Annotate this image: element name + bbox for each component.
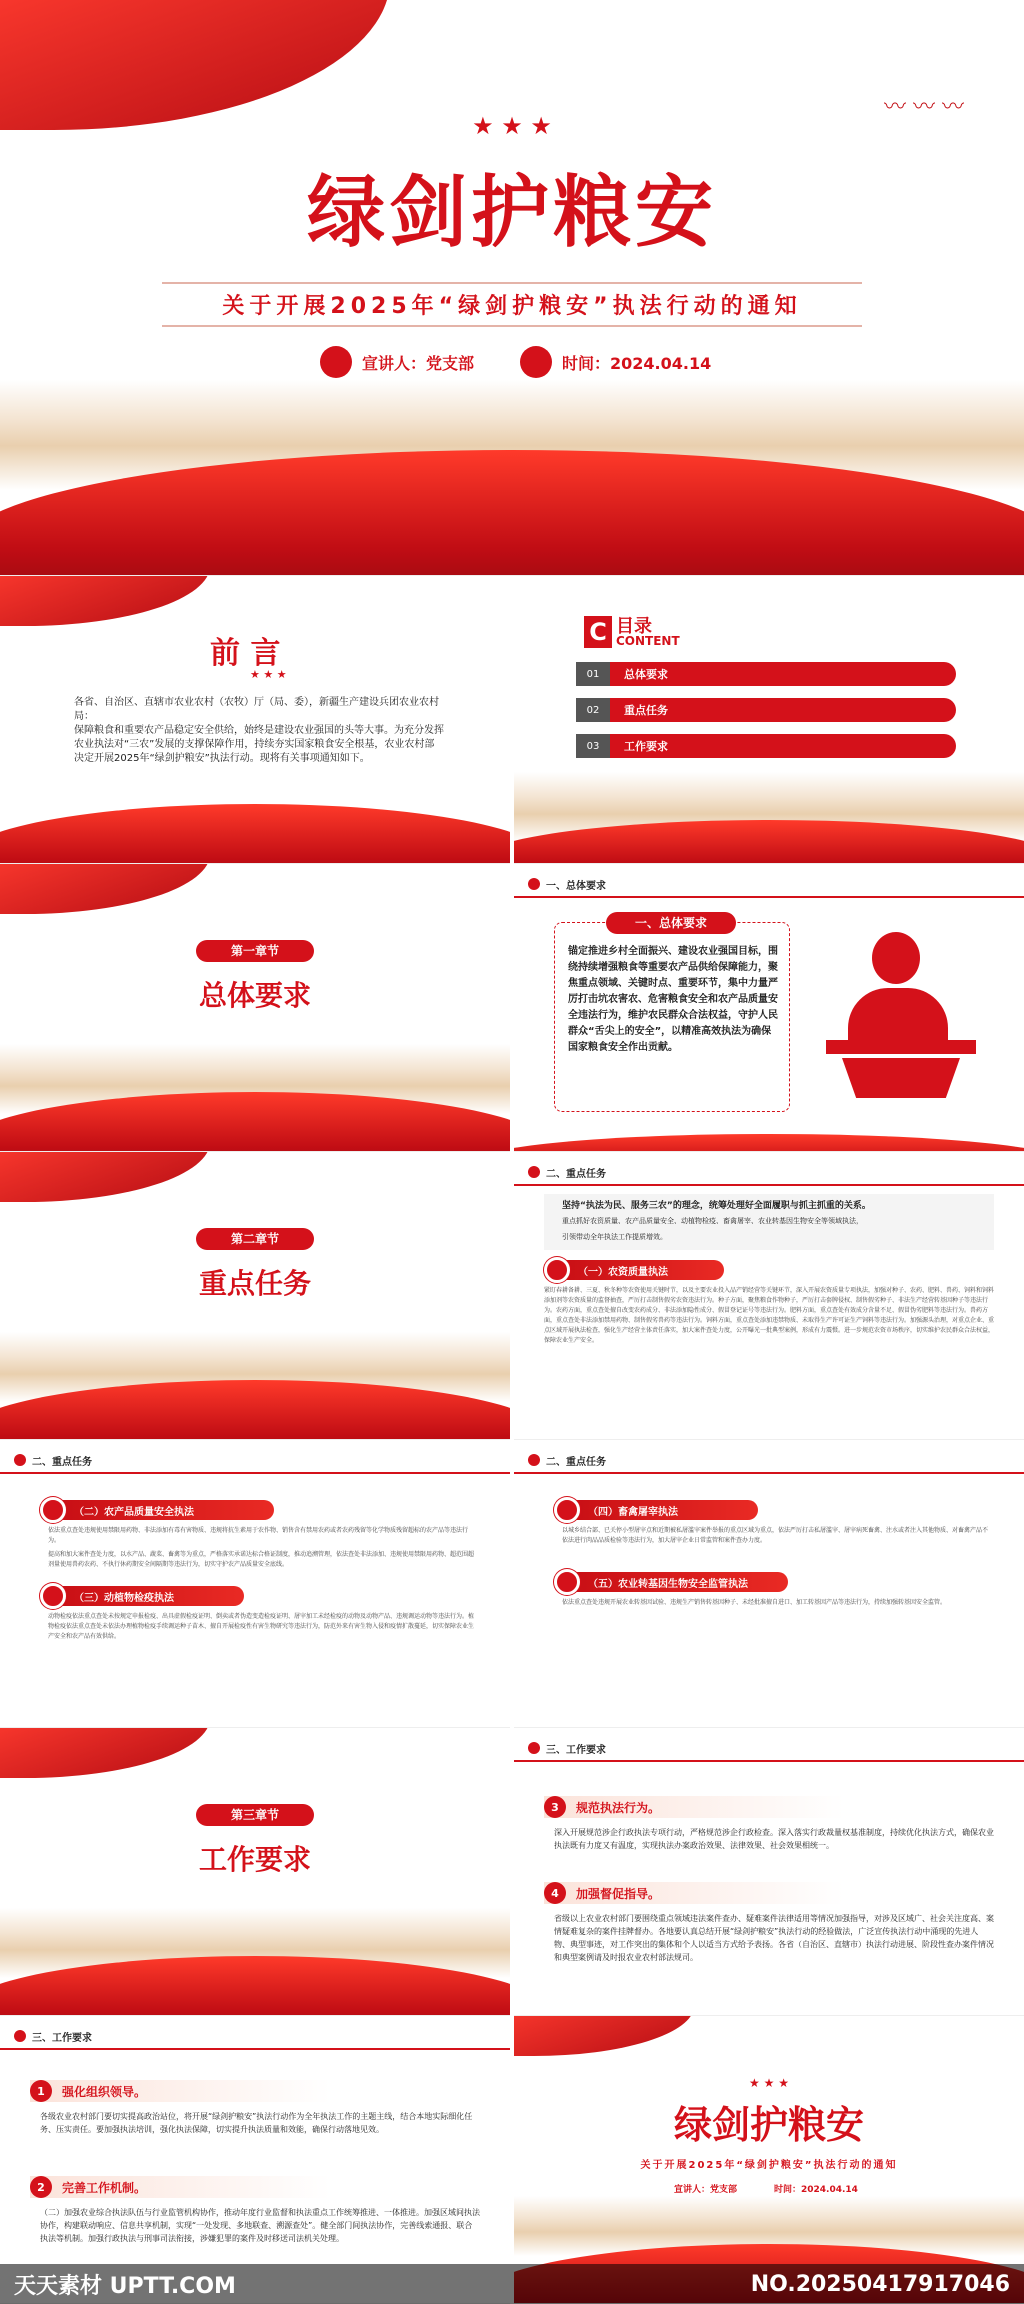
watermark-right: NO.20250417917046 [750,2271,1010,2297]
req-bar [544,1882,844,1904]
chapter-tag: 第二章节 [196,1228,314,1250]
req-title: 加强督促指导。 [576,1886,661,1901]
req-number: 4 [544,1882,566,1904]
section-header [514,872,1024,898]
chapter-tag: 第一章节 [196,940,314,962]
red-flag-decoration [0,0,390,130]
section-bullet-icon [528,1166,540,1178]
toc-label: 工作要求 [610,734,956,758]
box-icon [554,1497,580,1523]
req-body: 省级以上农业农村部门要围绕重点领域违法案件查办、疑难案件法律适用等情况加强指导，对涉及区域广、社会关注度高、案情疑难复杂的案件挂牌督办。各地要认真总结开展“绿剑护粮安”执法行动的经验做法，广泛宣传执法行动中涌现的先进人物、典型事迹，对工作突出的集体和个人以适当方式给予表扬。各省（自治区、直辖市）执法行动进展、阶段性查办案件情况和典型案例请及时报农业农村部法规司。 [554,1914,994,1962]
section-header [0,2024,510,2050]
general-body: 锚定推进乡村全面振兴、建设农业强国目标，围绕持续增强粮食等重要农产品供给保障能力，聚焦重点领域、关键时点、重要环节，集中力量严厉打击坑农害农、危害粮食安全和农产品质量安全违法行为，维护农民群众合法权益，守护人民群众“舌尖上的安全”，以精准高效执法为确保国家粮食安全作出贡献。 [568,946,778,1053]
preface-slide [0,576,510,864]
chapter1-slide [0,864,510,1152]
red-flag-decoration [0,1728,210,1778]
toc-title-en: CONTENT [616,634,680,648]
section-header [514,1448,1024,1474]
toc-logo: C [584,616,612,648]
closing-time: 时间：2024.04.14 [774,2185,858,2195]
general-slide [514,864,1024,1152]
task-pill [558,1500,758,1520]
task-pill [558,1572,788,1592]
preface-body-2: 保障粮食和重要农产品稳定安全供给，始终是建设农业强国的头等大事。为充分发挥农业执法对“三农”发展的支撑保障作用，持续夯实国家粮食安全根基，农业农村部决定开展2025年“绿剑护粮安”执法行动。现将有关事项通知如下。 [74,725,444,764]
birds-decoration: 〰 〰 〰 [884,95,964,120]
task-pill [44,1586,244,1606]
req-title: 强化组织领导。 [62,2084,147,2099]
section-header [514,1160,1024,1186]
time-row [520,346,711,378]
tasks-slide [514,1152,1024,1440]
closing-slide [514,2016,1024,2304]
chapter-tag: 第三章节 [196,1804,314,1826]
task-title: （五）农业转基因生物安全监管执法 [588,1578,748,1590]
req-bar [30,2176,330,2198]
task-title: （四）畜禽屠宰执法 [588,1506,678,1518]
box-title: 一、总体要求 [606,912,736,934]
box-icon [544,1257,570,1283]
req-body: 各级农业农村部门要切实提高政治站位，将开展“绿剑护粮安”执法行动作为全年执法工作的主题主线，结合本地实际细化任务、压实责任。要加强执法培训，强化执法保障，切实提升执法质量和效能，确保行动落地见效。 [40,2112,473,2134]
chapter-title: 重点任务 [198,1267,311,1300]
task-body: 提高和加大案件查处力度，以水产品、蔬菜、畜禽等为重点，严格落实承诺达标合格证制度，推动追溯管理，依法查处非法添加、违规使用禁限用药物、超范围超剂量使用兽药农药、不执行休药期安全间隔期等违法行为，切实守护农产品质量安全底线。 [48,1551,475,1568]
chapter-title: 总体要求 [198,979,311,1012]
task-title: （二）农产品质量安全执法 [74,1506,194,1518]
section-header-label: 二、重点任务 [32,1456,92,1468]
section-header [514,1736,1024,1762]
tasks2-slide [0,1440,510,1728]
req-body: （二）加强农业综合执法队伍与行业监管机构协作，推动年度行业监督和执法重点工作统筹推进、一体推进。加强区域间执法协作，构建联动响应、信息共享机制，实现“一处发现、多地联查、溯源查处”。健全部门间执法协作，完善线索通报、联合执法等机制。加强行政执法与刑事司法衔接，涉嫌犯罪的案件及时移送司法机关处理。 [40,2208,480,2243]
work-slide [514,1728,1024,2016]
toc-label: 重点任务 [610,698,956,722]
time-label: 时间：2024.04.14 [562,353,712,373]
user-icon [320,346,352,378]
speaker-podium-icon [826,932,976,1102]
task-body: 动物检疫依法重点查处未按规定申报检疫、出具虚假检疫证明、倒卖或者伪造变造检疫证明、屠宰加工未经检疫的动物及动物产品、违规调运动物等违法行为。植物检疫依法重点查处未依法办理植物检疫手续调运种子苗木、擅自开展检疫性有害生物研究等违法行为，防范外来有害生物入侵和疫情扩散蔓延，切实保障农业生产安全和农产品有效供给。 [48,1613,475,1640]
chapter3-slide [0,1728,510,2016]
watermark-bar [0,2264,1024,2304]
req-bar [30,2080,330,2102]
box-icon [40,1497,66,1523]
preface-body-1: 各省、自治区、直辖市农业农村（农牧）厅（局、委），新疆生产建设兵团农业农村局： [74,697,439,722]
red-flag-decoration [0,576,210,626]
red-flag-decoration [0,864,210,914]
work2-slide [0,2016,510,2304]
cover-title: 绿剑护粮安 [306,168,717,258]
task-body: 依法重点查处违规使用禁限用药物、非法添加有毒有害物质、违规将抗生素用于农作物、销售含有禁用农药或者农药残留等化学物质残留超标的农产品等违法行为。 [48,1527,469,1544]
closing-subtitle: 关于开展2025年“绿剑护粮安”执法行动的通知 [640,2160,898,2171]
box-icon [40,1583,66,1609]
section-bullet-icon [14,1454,26,1466]
closing-title: 绿剑护粮安 [673,2103,864,2147]
toc-label: 总体要求 [610,662,956,686]
bullet-2: 引领带动全年执法工作提质增效。 [562,1233,667,1241]
req-number: 1 [30,2080,52,2102]
section-header-label: 二、重点任务 [546,1168,606,1180]
chapter2-slide [0,1152,510,1440]
bullet-1: 重点抓好农资质量、农产品质量安全、动植物检疫、畜禽屠宰、农业转基因生物安全等领域执法， [562,1217,863,1225]
speaker-label: 宣讲人：党支部 [362,353,475,373]
red-wave-decoration [0,804,510,864]
speaker-row [320,346,474,378]
task-body: 紧盯春耕备耕、三夏、秋冬种等农资使用关键时节，以及主要农业投入品产销经营等关键环节，深入开展农资质量专项执法，加强对种子、农药、肥料、兽药、饲料和饲料添加剂等农资质量的监督抽查，严厉打击制售假劣农资违法行为。种子方面，聚焦粮食作物种子，严厉打击套牌侵权、制售假劣种子、非法生产经营转基因种子等违法行为。农药方面，重点查处擅自改变农药成分、非法添加隐性成分、假冒登记证号等违法行为。肥料方面，重点查处有效成分含量不足、假冒伪劣肥料等违法行为。兽药方面，重点查处非法添加禁用药物、制售假劣兽药等违法行为。饲料方面，重点查处添加违禁物质、未取得生产许可证生产饲料等违法行为。加强源头治理，对重点企业、重点区域开展执法检查，强化生产经营主体责任落实，加大案件查处力度，公开曝光一批典型案例，形成有力震慑。进一步规范农资市场秩序，切实维护农民群众合法权益，保障农业生产安全。 [544,1287,994,1344]
req-number: 3 [544,1796,566,1818]
box-icon [554,1569,580,1595]
section-bullet-icon [528,878,540,890]
watermark-left: 天天素材 UPTT.COM [14,2273,236,2299]
section-header-label: 三、工作要求 [32,2032,92,2044]
cover-subtitle: 关于开展2025年“绿剑护粮安”执法行动的通知 [162,282,862,327]
stars: ★ ★ ★ [749,2076,789,2090]
lead-text: 坚持“执法为民、服务三农”的理念，统筹处理好全面履职与抓主抓重的关系。 [562,1201,871,1211]
cover-slide [0,0,1024,576]
toc-item[interactable] [576,662,956,686]
req-title: 完善工作机制。 [62,2180,147,2195]
task-body: 以城乡结合部、已关停小型屠宰点和近期被私屠滥宰案件举报的重点区域为重点，依法严厉打击私屠滥宰、屠宰病死畜禽、注水或者注入其他物质、对畜禽产品不依法进行肉品品质检验等违法行为，加大屠宰企业日常监管和案件查办力度。 [562,1527,989,1544]
task-body: 依法重点查处违规开展农业转基因试验、违规生产销售转基因种子、未经批准擅自进口、加工转基因产品等违法行为，持续加强转基因安全监管。 [562,1599,947,1606]
section-header-label: 二、重点任务 [546,1456,606,1468]
req-number: 2 [30,2176,52,2198]
red-flag-decoration [514,2016,694,2056]
section-header [0,1448,510,1474]
preface-title: 前 言 [210,636,281,671]
chapter-title: 工作要求 [198,1843,311,1876]
toc-num: 03 [576,734,610,758]
toc-title: 目录 [616,616,652,637]
section-bullet-icon [14,2030,26,2042]
req-title: 规范执法行为。 [576,1800,661,1815]
req-body: 深入开展规范涉企行政执法专项行动，严格规范涉企行政检查。深入落实行政裁量权基准制度，持续优化执法方式，确保农业执法既有力度又有温度，实现执法办案政治效果、法律效果、社会效果相统一。 [554,1828,994,1850]
section-header-label: 一、总体要求 [546,880,606,892]
section-header-label: 三、工作要求 [546,1744,606,1756]
task-pill [548,1260,724,1280]
calendar-icon [520,346,552,378]
task-title: （三）动植物检疫执法 [74,1592,174,1604]
task-pill [44,1500,274,1520]
stars: ★ ★ ★ [472,112,552,140]
req-bar [544,1796,844,1818]
closing-speaker: 宣讲人：党支部 [674,2185,738,2195]
toc-num: 02 [576,698,610,722]
section-bullet-icon [528,1742,540,1754]
toc-num: 01 [576,662,610,686]
red-flag-decoration [0,1152,210,1202]
task-title: （一）农资质量执法 [578,1266,668,1278]
toc-item[interactable] [576,698,956,722]
stars: ★ ★ ★ [250,668,287,681]
toc-slide [514,576,1024,864]
tasks3-slide [514,1440,1024,1728]
red-wave-decoration [514,1134,1024,1152]
section-bullet-icon [528,1454,540,1466]
toc-item[interactable] [576,734,956,758]
